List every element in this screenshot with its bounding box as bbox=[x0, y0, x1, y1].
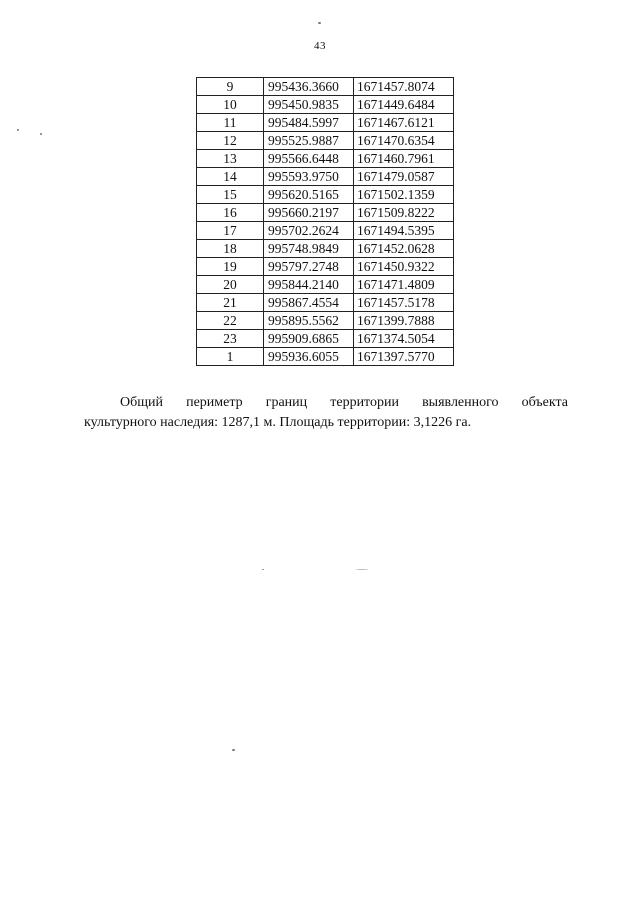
x-coordinate-cell: 995450.9835 bbox=[264, 96, 354, 114]
x-coordinate-cell: 995936.6055 bbox=[264, 348, 354, 366]
point-number-cell: 10 bbox=[197, 96, 264, 114]
scan-speck bbox=[232, 749, 235, 751]
y-coordinate-cell: 1671509.8222 bbox=[354, 204, 454, 222]
summary-word: территории bbox=[330, 395, 399, 410]
x-coordinate-cell: 995702.2624 bbox=[264, 222, 354, 240]
coordinates-table bbox=[196, 77, 454, 366]
x-coordinate-cell: 995797.2748 bbox=[264, 258, 354, 276]
scan-speck bbox=[356, 569, 368, 570]
point-number-cell: 1 bbox=[197, 348, 264, 366]
x-coordinate-cell: 995593.9750 bbox=[264, 168, 354, 186]
table-row bbox=[197, 312, 454, 330]
coordinates-table-body bbox=[197, 78, 454, 366]
x-coordinate-cell: 995566.6448 bbox=[264, 150, 354, 168]
table-row bbox=[197, 276, 454, 294]
point-number-cell: 18 bbox=[197, 240, 264, 258]
y-coordinate-cell: 1671494.5395 bbox=[354, 222, 454, 240]
y-coordinate-cell: 1671457.8074 bbox=[354, 78, 454, 96]
y-coordinate-cell: 1671460.7961 bbox=[354, 150, 454, 168]
point-number-cell: 9 bbox=[197, 78, 264, 96]
table-row bbox=[197, 258, 454, 276]
y-coordinate-cell: 1671374.5054 bbox=[354, 330, 454, 348]
point-number-cell: 11 bbox=[197, 114, 264, 132]
point-number-cell: 19 bbox=[197, 258, 264, 276]
point-number-cell: 21 bbox=[197, 294, 264, 312]
table-row bbox=[197, 348, 454, 366]
summary-word: выявленного bbox=[422, 395, 499, 410]
summary-line-1 bbox=[84, 393, 568, 413]
y-coordinate-cell: 1671399.7888 bbox=[354, 312, 454, 330]
point-number-cell: 14 bbox=[197, 168, 264, 186]
table-row bbox=[197, 204, 454, 222]
summary-line-2: культурного наследия: 1287,1 м. Площадь территории: 3,1226 га. bbox=[84, 415, 472, 430]
table-row bbox=[197, 222, 454, 240]
page-number: 43 bbox=[314, 40, 326, 52]
y-coordinate-cell: 1671502.1359 bbox=[354, 186, 454, 204]
x-coordinate-cell: 995909.6865 bbox=[264, 330, 354, 348]
y-coordinate-cell: 1671479.0587 bbox=[354, 168, 454, 186]
table-row bbox=[197, 96, 454, 114]
scan-speck bbox=[17, 129, 19, 131]
point-number-cell: 16 bbox=[197, 204, 264, 222]
table-row bbox=[197, 114, 454, 132]
point-number-cell: 22 bbox=[197, 312, 264, 330]
table-row bbox=[197, 294, 454, 312]
table-row bbox=[197, 330, 454, 348]
table-row bbox=[197, 78, 454, 96]
y-coordinate-cell: 1671471.4809 bbox=[354, 276, 454, 294]
x-coordinate-cell: 995620.5165 bbox=[264, 186, 354, 204]
point-number-cell: 20 bbox=[197, 276, 264, 294]
x-coordinate-cell: 995895.5562 bbox=[264, 312, 354, 330]
table-row bbox=[197, 186, 454, 204]
y-coordinate-cell: 1671470.6354 bbox=[354, 132, 454, 150]
table-row bbox=[197, 150, 454, 168]
y-coordinate-cell: 1671449.6484 bbox=[354, 96, 454, 114]
scan-speck bbox=[40, 133, 42, 135]
y-coordinate-cell: 1671452.0628 bbox=[354, 240, 454, 258]
x-coordinate-cell: 995748.9849 bbox=[264, 240, 354, 258]
summary-paragraph bbox=[84, 393, 568, 433]
x-coordinate-cell: 995660.2197 bbox=[264, 204, 354, 222]
x-coordinate-cell: 995484.5997 bbox=[264, 114, 354, 132]
table-row bbox=[197, 240, 454, 258]
scan-speck bbox=[262, 569, 264, 570]
summary-word: границ bbox=[265, 395, 308, 410]
y-coordinate-cell: 1671457.5178 bbox=[354, 294, 454, 312]
point-number-cell: 17 bbox=[197, 222, 264, 240]
point-number-cell: 13 bbox=[197, 150, 264, 168]
point-number-cell: 23 bbox=[197, 330, 264, 348]
summary-word: периметр bbox=[186, 395, 243, 410]
point-number-cell: 15 bbox=[197, 186, 264, 204]
summary-word: Общий bbox=[120, 395, 163, 410]
scan-speck bbox=[318, 22, 321, 24]
table-row bbox=[197, 132, 454, 150]
x-coordinate-cell: 995867.4554 bbox=[264, 294, 354, 312]
x-coordinate-cell: 995844.2140 bbox=[264, 276, 354, 294]
x-coordinate-cell: 995436.3660 bbox=[264, 78, 354, 96]
y-coordinate-cell: 1671397.5770 bbox=[354, 348, 454, 366]
y-coordinate-cell: 1671467.6121 bbox=[354, 114, 454, 132]
summary-word: объекта bbox=[521, 395, 568, 410]
point-number-cell: 12 bbox=[197, 132, 264, 150]
table-row bbox=[197, 168, 454, 186]
y-coordinate-cell: 1671450.9322 bbox=[354, 258, 454, 276]
x-coordinate-cell: 995525.9887 bbox=[264, 132, 354, 150]
